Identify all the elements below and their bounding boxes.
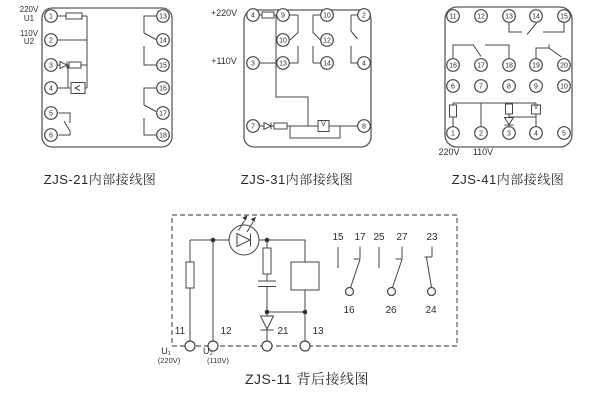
zjs31-contact-9-10-13 <box>290 15 299 63</box>
zjs21-contact-16-17-18 <box>144 88 157 135</box>
port-terminal-21 <box>262 341 272 351</box>
diode-symbol <box>261 316 274 330</box>
label-zjs31-V: V <box>321 120 326 128</box>
svg-text:13: 13 <box>159 13 167 21</box>
terminal-zjs41-16 <box>447 59 460 72</box>
terminal-zjs21-5 <box>45 107 58 120</box>
led-symbol <box>229 215 259 255</box>
zjs21-case-outline <box>42 8 172 147</box>
svg-text:14: 14 <box>532 13 540 21</box>
svg-text:13: 13 <box>505 13 513 21</box>
terminal-zjs41-13 <box>503 10 516 23</box>
coil-polarity-mark <box>75 86 80 91</box>
zjs41-circuit <box>445 7 572 147</box>
label-zjs11-23: 23 <box>426 231 438 243</box>
terminal-zjs31-9 <box>277 9 290 22</box>
terminal-zjs41-18 <box>503 59 516 72</box>
terminal-zjs41-12 <box>475 10 488 23</box>
zjs11-circuit <box>172 215 457 351</box>
terminal-zjs21-1 <box>45 10 58 23</box>
label-zjs11-16: 16 <box>343 304 355 316</box>
label-zjs11-21: 21 <box>277 325 289 337</box>
resistor-symbol <box>186 262 194 288</box>
svg-text:2: 2 <box>479 130 483 138</box>
zjs31-contact-2-4 <box>351 15 358 63</box>
label-zjs11-(110V): (110V) <box>207 355 229 365</box>
svg-text:9: 9 <box>281 12 285 20</box>
terminal-zjs41-19 <box>530 59 543 72</box>
led-light-arrow-shafts <box>239 221 254 233</box>
svg-text:9: 9 <box>534 83 538 91</box>
capacitor-symbol <box>258 281 276 287</box>
svg-text:16: 16 <box>159 85 167 93</box>
label-zjs31-+110V: +110V <box>211 55 237 66</box>
zjs41-bottom-wires <box>453 103 536 127</box>
junction-dot <box>211 238 216 243</box>
svg-text:19: 19 <box>532 62 540 70</box>
port-terminal-11 <box>185 341 195 351</box>
zjs21-contact-13-14-15 <box>144 16 157 65</box>
label-zjs11-27: 27 <box>396 231 408 243</box>
svg-text:10: 10 <box>560 83 568 91</box>
junction-dot <box>265 310 270 315</box>
terminal-zjs41-2 <box>475 127 488 140</box>
relay-box <box>291 262 319 290</box>
zjs11-dashed-outline <box>172 215 457 346</box>
svg-text:3: 3 <box>49 62 53 70</box>
svg-text:4: 4 <box>251 12 255 20</box>
junction-dot <box>303 310 308 315</box>
terminal-zjs41-3 <box>503 127 516 140</box>
terminal-zjs21-14 <box>157 34 170 47</box>
terminal-zjs21-2 <box>45 34 58 47</box>
terminal-zjs21-3 <box>45 59 58 72</box>
terminal-zjs41-14 <box>530 10 543 23</box>
svg-text:15: 15 <box>560 13 568 21</box>
svg-text:3: 3 <box>251 60 255 68</box>
terminal-zjs21-17 <box>157 107 170 120</box>
terminal-zjs31-3 <box>247 57 260 70</box>
label-zjs41-V: V <box>533 103 539 111</box>
svg-text:15: 15 <box>159 62 167 70</box>
svg-text:7: 7 <box>479 83 483 91</box>
label-zjs11-11: 11 <box>174 325 186 337</box>
svg-text:6: 6 <box>49 132 53 140</box>
svg-text:18: 18 <box>505 62 513 70</box>
label-zjs11-25: 25 <box>373 231 385 243</box>
terminal-zjs41-20 <box>558 59 571 72</box>
terminal-zjs21-4 <box>45 82 58 95</box>
label-zjs11-U₁: U₁ <box>161 345 171 356</box>
contact-terminal-16 <box>346 288 354 296</box>
label-zjs31-+220V: +220V <box>210 7 238 18</box>
terminal-zjs31-13 <box>277 57 290 70</box>
label-zjs21-U2: U2 <box>23 37 35 47</box>
resistor-symbol <box>450 105 457 117</box>
contact-terminal-24 <box>428 288 436 296</box>
resistor-symbol <box>506 104 513 114</box>
label-zjs11-24: 24 <box>425 304 437 316</box>
resistor-symbol <box>274 123 287 129</box>
resistor-symbol <box>263 248 271 274</box>
zjs31-contact-10-12-14 <box>313 15 321 63</box>
diode-symbol <box>264 123 271 130</box>
terminal-zjs31-14 <box>321 57 334 70</box>
terminal-zjs21-18 <box>157 129 170 142</box>
label-zjs11-13: 13 <box>312 325 324 337</box>
zjs21-circuit <box>42 8 172 147</box>
svg-text:5: 5 <box>562 130 566 138</box>
svg-text:2: 2 <box>362 12 366 20</box>
resistor-symbol <box>69 62 81 68</box>
led-light-arrow-head <box>242 215 247 220</box>
svg-text:5: 5 <box>49 110 53 118</box>
label-zjs11-26: 26 <box>385 304 397 316</box>
zjs41-contact-16-17-18 <box>453 45 509 59</box>
svg-text:12: 12 <box>323 37 331 45</box>
voltage-relay-box <box>318 121 329 132</box>
svg-text:11: 11 <box>449 13 457 21</box>
contact-terminal-26 <box>388 288 396 296</box>
zjs41-contact-19-20 <box>536 45 562 59</box>
label-zjs41-220V: 220V <box>438 146 460 157</box>
terminal-zjs31-4 <box>247 9 260 22</box>
svg-text:12: 12 <box>477 13 485 21</box>
terminal-zjs21-15 <box>157 59 170 72</box>
svg-text:14: 14 <box>323 60 331 68</box>
voltage-relay-box <box>532 105 541 114</box>
caption-zjs41: ZJS-41内部接线图 <box>451 172 565 187</box>
svg-text:20: 20 <box>560 62 568 70</box>
svg-text:3: 3 <box>507 130 511 138</box>
terminal-zjs21-6 <box>45 129 58 142</box>
terminal-zjs31-10 <box>277 34 290 47</box>
terminal-zjs41-8 <box>503 80 516 93</box>
label-zjs21-110V: 110V <box>19 29 39 39</box>
resistor-symbol <box>66 13 82 19</box>
svg-text:10: 10 <box>323 12 331 20</box>
terminal-zjs41-5 <box>558 127 571 140</box>
zjs11-contact-stubs <box>338 247 432 288</box>
label-zjs21-220V: 220V <box>19 5 39 15</box>
svg-text:7: 7 <box>251 123 255 131</box>
port-terminal-13 <box>300 341 310 351</box>
terminal-zjs41-11 <box>447 10 460 23</box>
terminal-zjs21-16 <box>157 82 170 95</box>
terminal-zjs31-10 <box>321 9 334 22</box>
terminal-zjs41-15 <box>558 10 571 23</box>
terminal-zjs41-1 <box>447 127 460 140</box>
svg-text:8: 8 <box>362 123 366 131</box>
led-light-arrow-head <box>251 217 256 222</box>
svg-text:4: 4 <box>362 60 366 68</box>
junction-dot <box>265 238 270 243</box>
label-zjs11-15: 15 <box>332 231 344 243</box>
svg-text:1: 1 <box>49 13 53 21</box>
terminal-zjs41-6 <box>447 80 460 93</box>
svg-text:4: 4 <box>534 130 538 138</box>
zjs11-wires <box>190 240 305 341</box>
svg-text:16: 16 <box>449 62 457 70</box>
terminal-zjs31-8 <box>358 120 371 133</box>
zjs31-circuit <box>244 10 371 147</box>
terminal-zjs41-17 <box>475 59 488 72</box>
zjs21-wires <box>58 16 88 88</box>
svg-text:18: 18 <box>159 132 167 140</box>
terminal-zjs41-7 <box>475 80 488 93</box>
svg-text:17: 17 <box>477 62 485 70</box>
diode-symbol <box>505 118 514 126</box>
terminal-zjs31-4 <box>358 57 371 70</box>
label-zjs11-17: 17 <box>354 231 366 243</box>
caption-zjs11: ZJS-11 背后接线图 <box>245 371 369 387</box>
svg-text:17: 17 <box>159 110 167 118</box>
zjs41-contact-13-14-15 <box>509 23 564 35</box>
diode-symbol <box>60 62 67 69</box>
svg-text:6: 6 <box>451 83 455 91</box>
svg-text:13: 13 <box>279 60 287 68</box>
svg-text:4: 4 <box>49 85 53 93</box>
zjs21-contact-5-6 <box>59 113 71 135</box>
relay-coil-box <box>71 83 85 94</box>
terminal-zjs31-2 <box>358 9 371 22</box>
resistor-symbol <box>262 12 274 18</box>
terminal-zjs21-13 <box>157 10 170 23</box>
zjs31-bus-wires <box>260 15 309 126</box>
label-zjs41-110V: 110V <box>472 146 494 157</box>
svg-text:8: 8 <box>507 83 511 91</box>
label-zjs21-U1: U1 <box>23 14 35 24</box>
label-zjs11-12: 12 <box>220 325 232 337</box>
terminal-zjs41-9 <box>530 80 543 93</box>
svg-text:2: 2 <box>49 37 53 45</box>
terminal-zjs31-12 <box>321 34 334 47</box>
caption-zjs21: ZJS-21内部接线图 <box>43 172 157 187</box>
svg-text:10: 10 <box>279 37 287 45</box>
port-terminal-12 <box>208 341 218 351</box>
svg-text:1: 1 <box>451 130 455 138</box>
label-zjs11-(220V): (220V) <box>157 355 181 365</box>
terminal-zjs31-7 <box>247 120 260 133</box>
caption-zjs31: ZJS-31内部接线图 <box>240 172 354 187</box>
svg-text:14: 14 <box>159 37 167 45</box>
terminal-zjs41-4 <box>530 127 543 140</box>
label-zjs11-U₂: U₂ <box>203 345 213 356</box>
terminal-zjs41-10 <box>558 80 571 93</box>
